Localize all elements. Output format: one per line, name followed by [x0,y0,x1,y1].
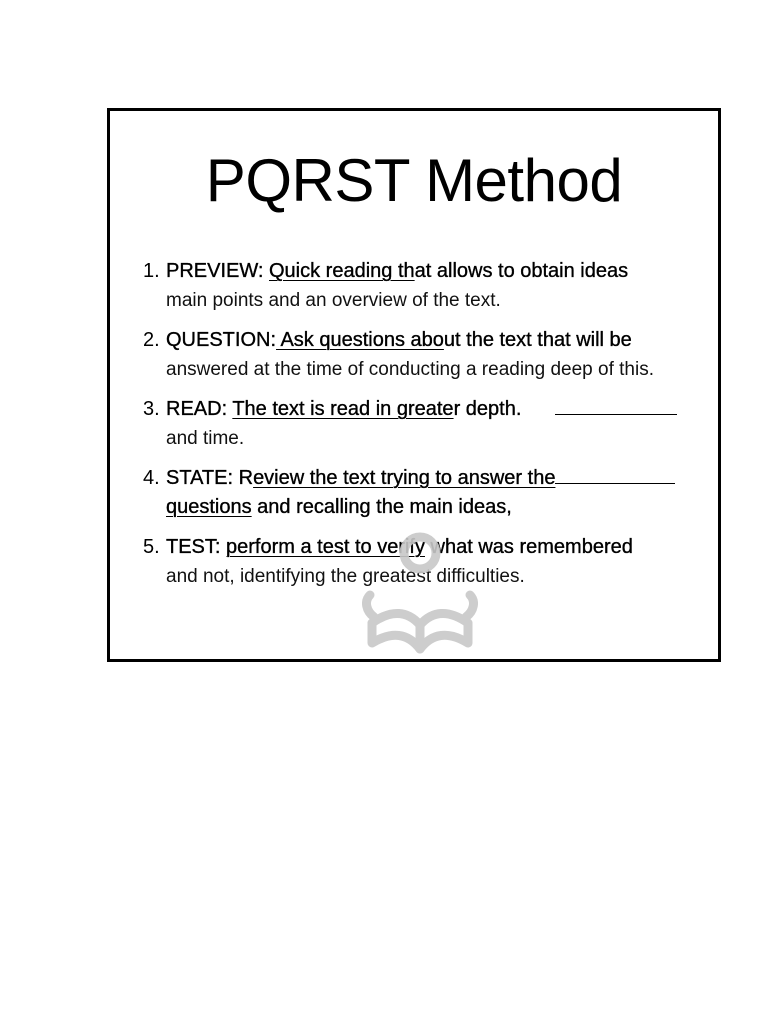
step-number: 4. [143,467,160,489]
step-underlined-text: The text is read in greate [232,398,454,420]
pqrst-card [107,108,721,662]
step-underlined-text: Ask questions abo [276,329,444,351]
step-preview [143,257,695,315]
step-underlined-text: perform a test to verify [226,536,425,558]
step-number: 1. [143,260,160,282]
step-description: main points and an overview of the text. [166,290,501,311]
step-underlined-text: eview the text trying to answer the [253,467,556,489]
page-title: PQRST Method [205,147,623,214]
step-heading-rest: r depth. [453,398,522,420]
step-heading-rest: at allows to obtain ideas [414,260,629,282]
step-number: 3. [143,398,160,420]
step-label: STATE: [166,467,234,489]
step-underlined-text: Quick reading th [269,260,415,282]
step-heading-rest: what was remembered [424,536,633,558]
step-heading [166,395,695,424]
fill-in-blank-line [555,413,677,415]
step-heading [166,326,695,355]
step-heading [166,257,695,286]
step-description: answered at the time of conducting a reading deep of this. [166,359,654,380]
step-heading [166,464,695,493]
step-number: 5. [143,536,160,558]
step-number: 2. [143,329,160,351]
steps-list [143,257,695,602]
step-test [143,533,695,591]
step-description: and time. [166,428,245,449]
step-heading-continued [166,493,695,522]
step-label: PREVIEW: [166,260,264,282]
step-heading [166,533,695,562]
step-heading-rest: and recalling the main ideas, [251,496,512,518]
step-question [143,326,695,384]
step-read [143,395,695,453]
step-label: READ: [166,398,228,420]
step-state [143,464,695,522]
fill-in-blank-line [555,482,675,484]
step-underlined-text: questions [166,496,252,518]
step-label: TEST: [166,536,221,558]
step-label: QUESTION: [166,329,277,351]
step-description: and not, identifying the greatest difficulties. [166,566,525,587]
step-heading-rest: ut the text that will be [443,329,632,351]
step-first-letter: R [238,467,254,489]
